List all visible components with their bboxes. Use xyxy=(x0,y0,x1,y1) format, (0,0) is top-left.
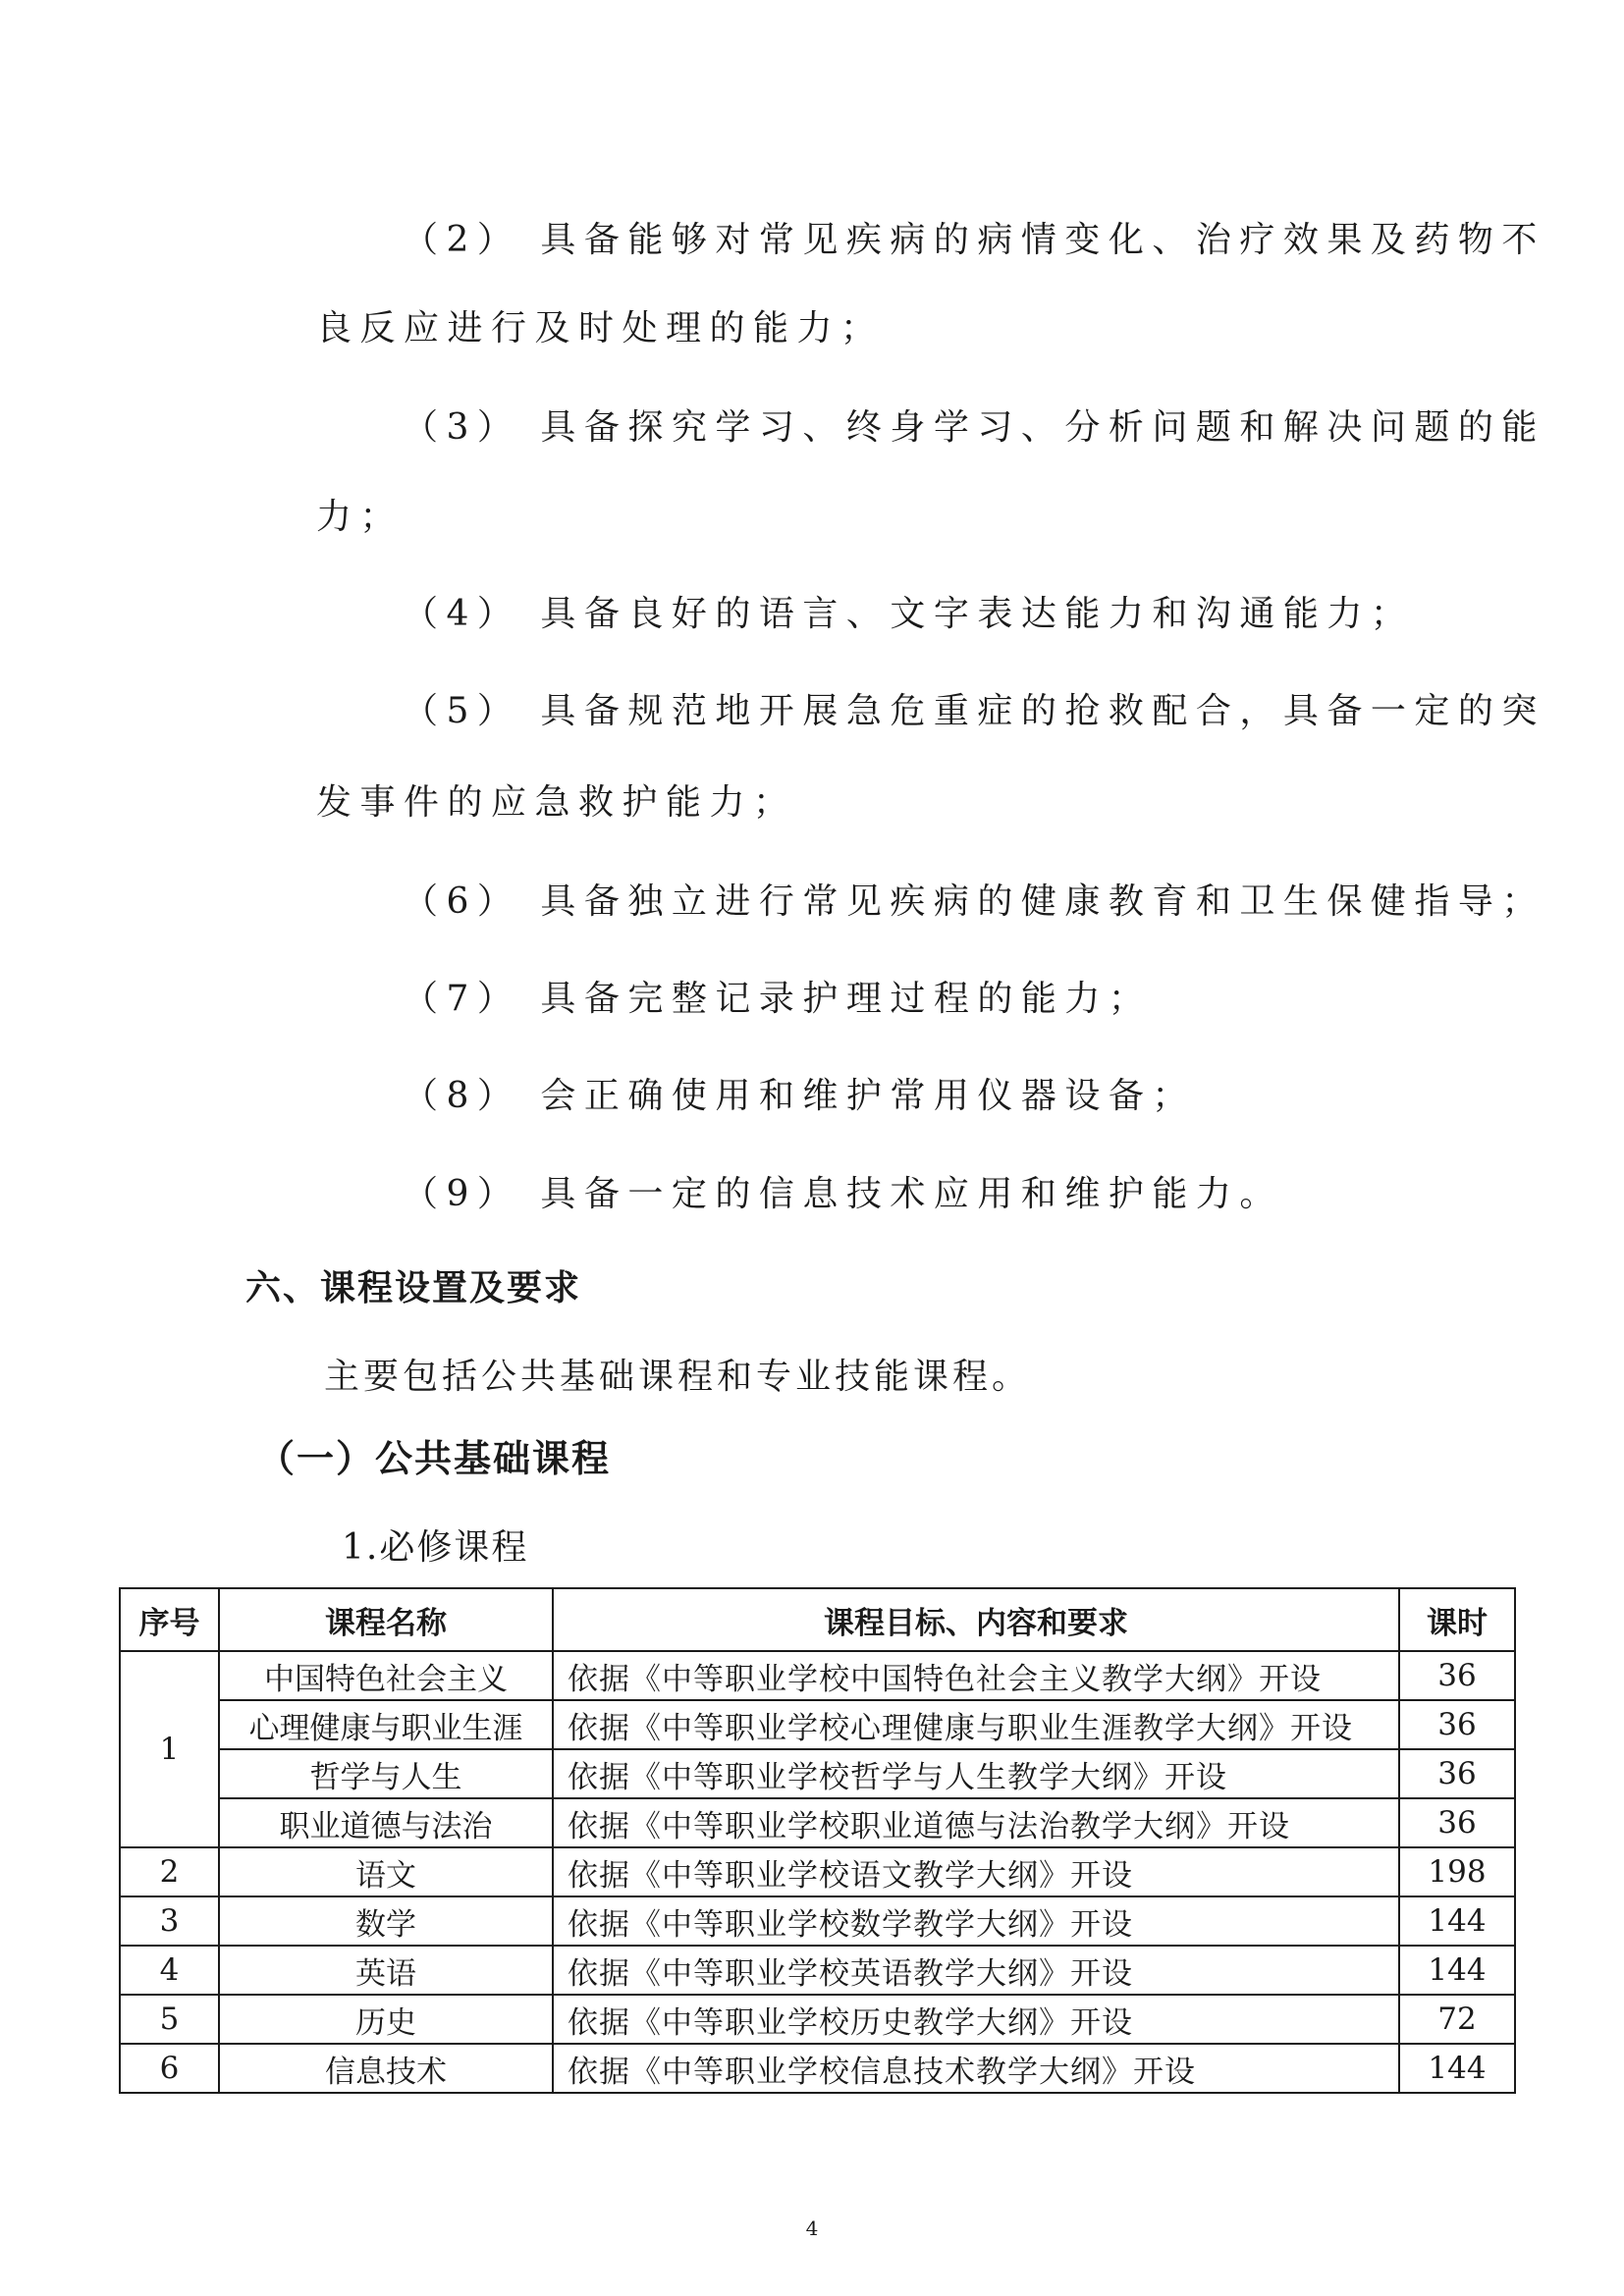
section-heading: 六、课程设置及要求 xyxy=(245,1268,582,1308)
course-name: 哲学与人生 xyxy=(219,1749,553,1798)
course-content: 依据《中等职业学校哲学与人生教学大纲》开设 xyxy=(553,1749,1399,1798)
table-row xyxy=(120,1798,1515,1847)
paragraph-line: （8） 会正确使用和维护常用仪器设备； xyxy=(403,1076,1196,1116)
table-row xyxy=(120,1651,1515,1700)
paragraph-line: （9） 具备一定的信息技术应用和维护能力。 xyxy=(403,1174,1283,1214)
paragraph-line: 发事件的应急救护能力； xyxy=(316,782,797,823)
table-row xyxy=(120,2044,1515,2093)
row-number: 1 xyxy=(120,1651,219,1847)
paragraph-line: （4） 具备良好的语言、文字表达能力和沟通能力； xyxy=(403,594,1415,634)
course-name: 心理健康与职业生涯 xyxy=(219,1700,553,1749)
course-content: 依据《中等职业学校信息技术教学大纲》开设 xyxy=(553,2044,1399,2093)
course-hours: 36 xyxy=(1399,1749,1515,1798)
paragraph-line: （2） 具备能够对常见疾病的病情变化、治疗效果及药物不 xyxy=(403,220,1545,260)
course-content: 依据《中等职业学校心理健康与职业生涯教学大纲》开设 xyxy=(553,1700,1399,1749)
table-row xyxy=(120,1847,1515,1896)
course-content: 依据《中等职业学校数学教学大纲》开设 xyxy=(553,1896,1399,1946)
paragraph-line: 良反应进行及时处理的能力； xyxy=(316,308,885,348)
table-row xyxy=(120,1700,1515,1749)
course-name: 职业道德与法治 xyxy=(219,1798,553,1847)
page-number: 4 xyxy=(805,2216,819,2240)
table-row xyxy=(120,1946,1515,1995)
course-content: 依据《中等职业学校职业道德与法治教学大纲》开设 xyxy=(553,1798,1399,1847)
paragraph-line: （6） 具备独立进行常见疾病的健康教育和卫生保健指导； xyxy=(403,881,1545,922)
list-heading: 1.必修课程 xyxy=(342,1527,529,1568)
course-hours: 72 xyxy=(1399,1995,1515,2044)
course-hours: 144 xyxy=(1399,2044,1515,2093)
curriculum-table xyxy=(119,1587,1516,2094)
course-name: 语文 xyxy=(219,1847,553,1896)
row-number: 2 xyxy=(120,1847,219,1896)
course-hours: 144 xyxy=(1399,1946,1515,1995)
course-name: 中国特色社会主义 xyxy=(219,1651,553,1700)
paragraph-line: 力； xyxy=(316,497,405,537)
row-number: 5 xyxy=(120,1995,219,2044)
course-hours: 36 xyxy=(1399,1798,1515,1847)
course-hours: 36 xyxy=(1399,1700,1515,1749)
paragraph-line: （5） 具备规范地开展急危重症的抢救配合，具备一定的突 xyxy=(403,691,1545,731)
paragraph-line: （3） 具备探究学习、终身学习、分析问题和解决问题的能 xyxy=(403,407,1545,448)
header-number: 序号 xyxy=(120,1588,219,1651)
table-header-row xyxy=(120,1588,1515,1651)
row-number: 3 xyxy=(120,1896,219,1946)
course-hours: 144 xyxy=(1399,1896,1515,1946)
course-content: 依据《中等职业学校英语教学大纲》开设 xyxy=(553,1946,1399,1995)
course-name: 信息技术 xyxy=(219,2044,553,2093)
header-course-content: 课程目标、内容和要求 xyxy=(553,1588,1399,1651)
course-hours: 198 xyxy=(1399,1847,1515,1896)
table-row xyxy=(120,1995,1515,2044)
header-course-name: 课程名称 xyxy=(219,1588,553,1651)
header-hours: 课时 xyxy=(1399,1588,1515,1651)
row-number: 4 xyxy=(120,1946,219,1995)
course-hours: 36 xyxy=(1399,1651,1515,1700)
row-number: 6 xyxy=(120,2044,219,2093)
course-content: 依据《中等职业学校语文教学大纲》开设 xyxy=(553,1847,1399,1896)
course-name: 英语 xyxy=(219,1946,553,1995)
subsection-heading: （一）公共基础课程 xyxy=(257,1437,612,1480)
section-intro: 主要包括公共基础课程和专业技能课程。 xyxy=(324,1357,1032,1397)
course-content: 依据《中等职业学校历史教学大纲》开设 xyxy=(553,1995,1399,2044)
course-name: 历史 xyxy=(219,1995,553,2044)
paragraph-line: （7） 具备完整记录护理过程的能力； xyxy=(403,979,1153,1019)
table-row xyxy=(120,1749,1515,1798)
course-content: 依据《中等职业学校中国特色社会主义教学大纲》开设 xyxy=(553,1651,1399,1700)
course-name: 数学 xyxy=(219,1896,553,1946)
table-row xyxy=(120,1896,1515,1946)
